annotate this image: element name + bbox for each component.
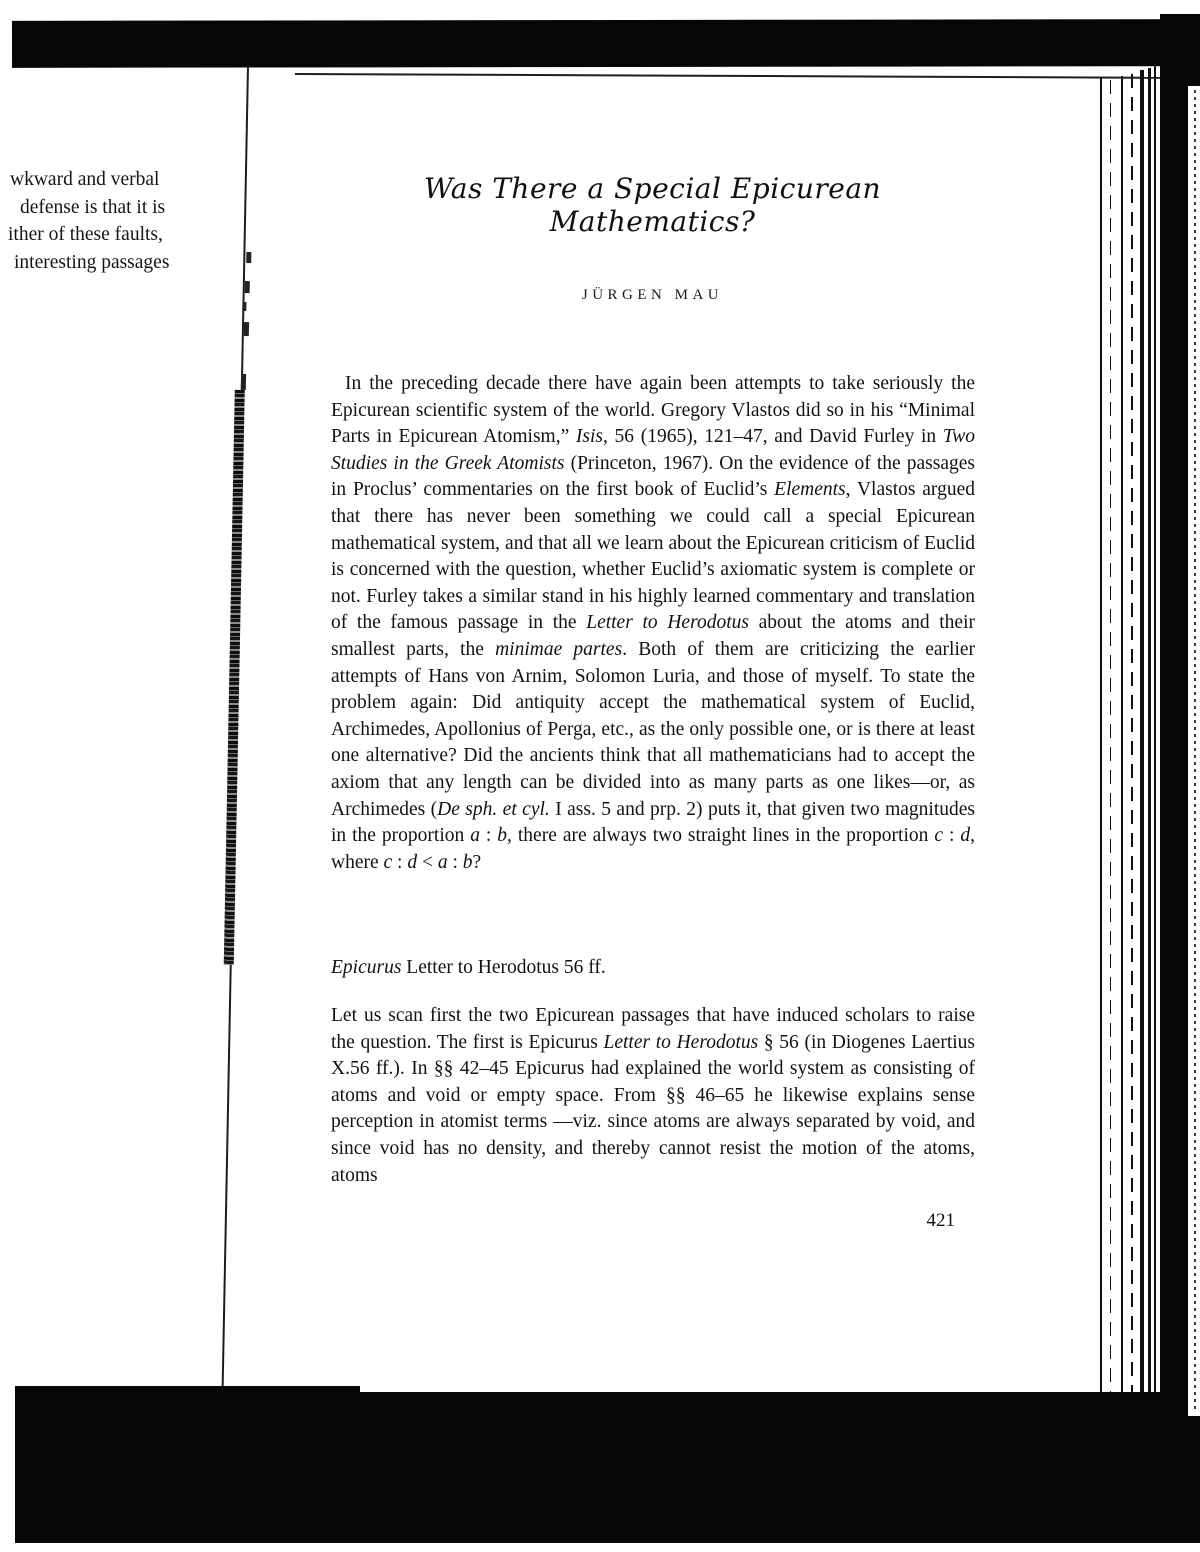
bottom-scan-bar xyxy=(15,1392,1185,1543)
gutter-binding-texture xyxy=(224,390,245,965)
facing-page-line: interesting passages xyxy=(14,251,170,273)
facing-page-line: wkward and verbal xyxy=(10,169,160,190)
page-edge-line xyxy=(1100,78,1102,1415)
gutter-tick-mark xyxy=(245,281,250,293)
article-paragraph-1: In the preceding decade there have again been attempts to take seriously the Epicurean scientific system of the world. Gregory Vlastos did so in his “Minimal Parts in Epicurean Atomism,” Isis, 56 (1965), 121–47, and David Furley in Two Studies in the Greek Atomists (Princeton, 1967). On the evidence of the passages in Proclus’ commentaries on the first book of Euclid’s Elements, Vlastos argued that there has never been something we could call a special Epicurean mathematical system, and that all we learn about the Epicurean criticism of Euclid is concerned with the question, whether Euclid’s axiomatic system is complete or not. Furley takes a similar stand in his highly learned commentary and translation of the famous passage in the Letter to Herodotus about the atoms and their smallest parts, the minimae partes. Both of them are criticizing the earlier attempts of Hans von Arnim, Solomon Luria, and those of myself. To state the problem again: Did antiquity accept the mathematical system of Euclid, Archimedes, Apollonius of Perga, etc., as the only possible one, or is there at least one alternative? Did the ancients think that all mathematicians had to accept the axiom that any length can be divided into as many parts as one likes—or, as Archimedes (De sph. et cyl. I ass. 5 and prp. 2) puts it, that given two magnitudes in the proportion a : b, there are always two straight lines in the proportion c : d, where c : d < a : b? xyxy=(331,373,976,873)
page-edge-line xyxy=(1121,76,1123,1418)
article-title: Was There a Special Epicurean Mathematics? xyxy=(423,172,882,238)
gutter-tick-mark xyxy=(242,302,246,311)
page-edge-line xyxy=(1131,74,1133,1420)
right-edge-dotted-line xyxy=(1194,90,1196,1412)
section-heading: Epicurus Letter to Herodotus 56 ff. xyxy=(331,957,606,978)
facing-page-line: defense is that it is xyxy=(20,196,166,218)
facing-page-line: ither of these faults, xyxy=(8,224,163,245)
scan-top-bar xyxy=(12,19,1200,68)
page-top-edge-line xyxy=(295,73,1163,79)
gutter-tick-mark xyxy=(244,322,249,336)
article-author: JÜRGEN MAU xyxy=(581,287,724,303)
facing-page-text xyxy=(8,166,243,276)
page-edge-line xyxy=(1110,80,1111,1412)
gutter-tick-mark xyxy=(241,374,246,390)
article-paragraph-2: Let us scan first the two Epicurean passages that have induced scholars to raise the question. The first is Epicurus Letter to Herodotus § 56 (in Diogenes Laertius X.56 ff.). In §§ 42–45 Epicurus had explained the world system as consisting of atoms and void or empty space. From §§ 46–65 he likewise explains sense perception in atomist terms —viz. since atoms are always separated by void, and since void has no density, and thereby cannot resist the motion of the atoms, atoms xyxy=(331,1005,975,1186)
gutter-tick-mark xyxy=(246,252,251,263)
page-number: 421 xyxy=(926,1210,955,1231)
page-edge-line xyxy=(1140,70,1144,1425)
page-edge-line xyxy=(1154,66,1156,1430)
page-edge-line xyxy=(1148,68,1151,1428)
